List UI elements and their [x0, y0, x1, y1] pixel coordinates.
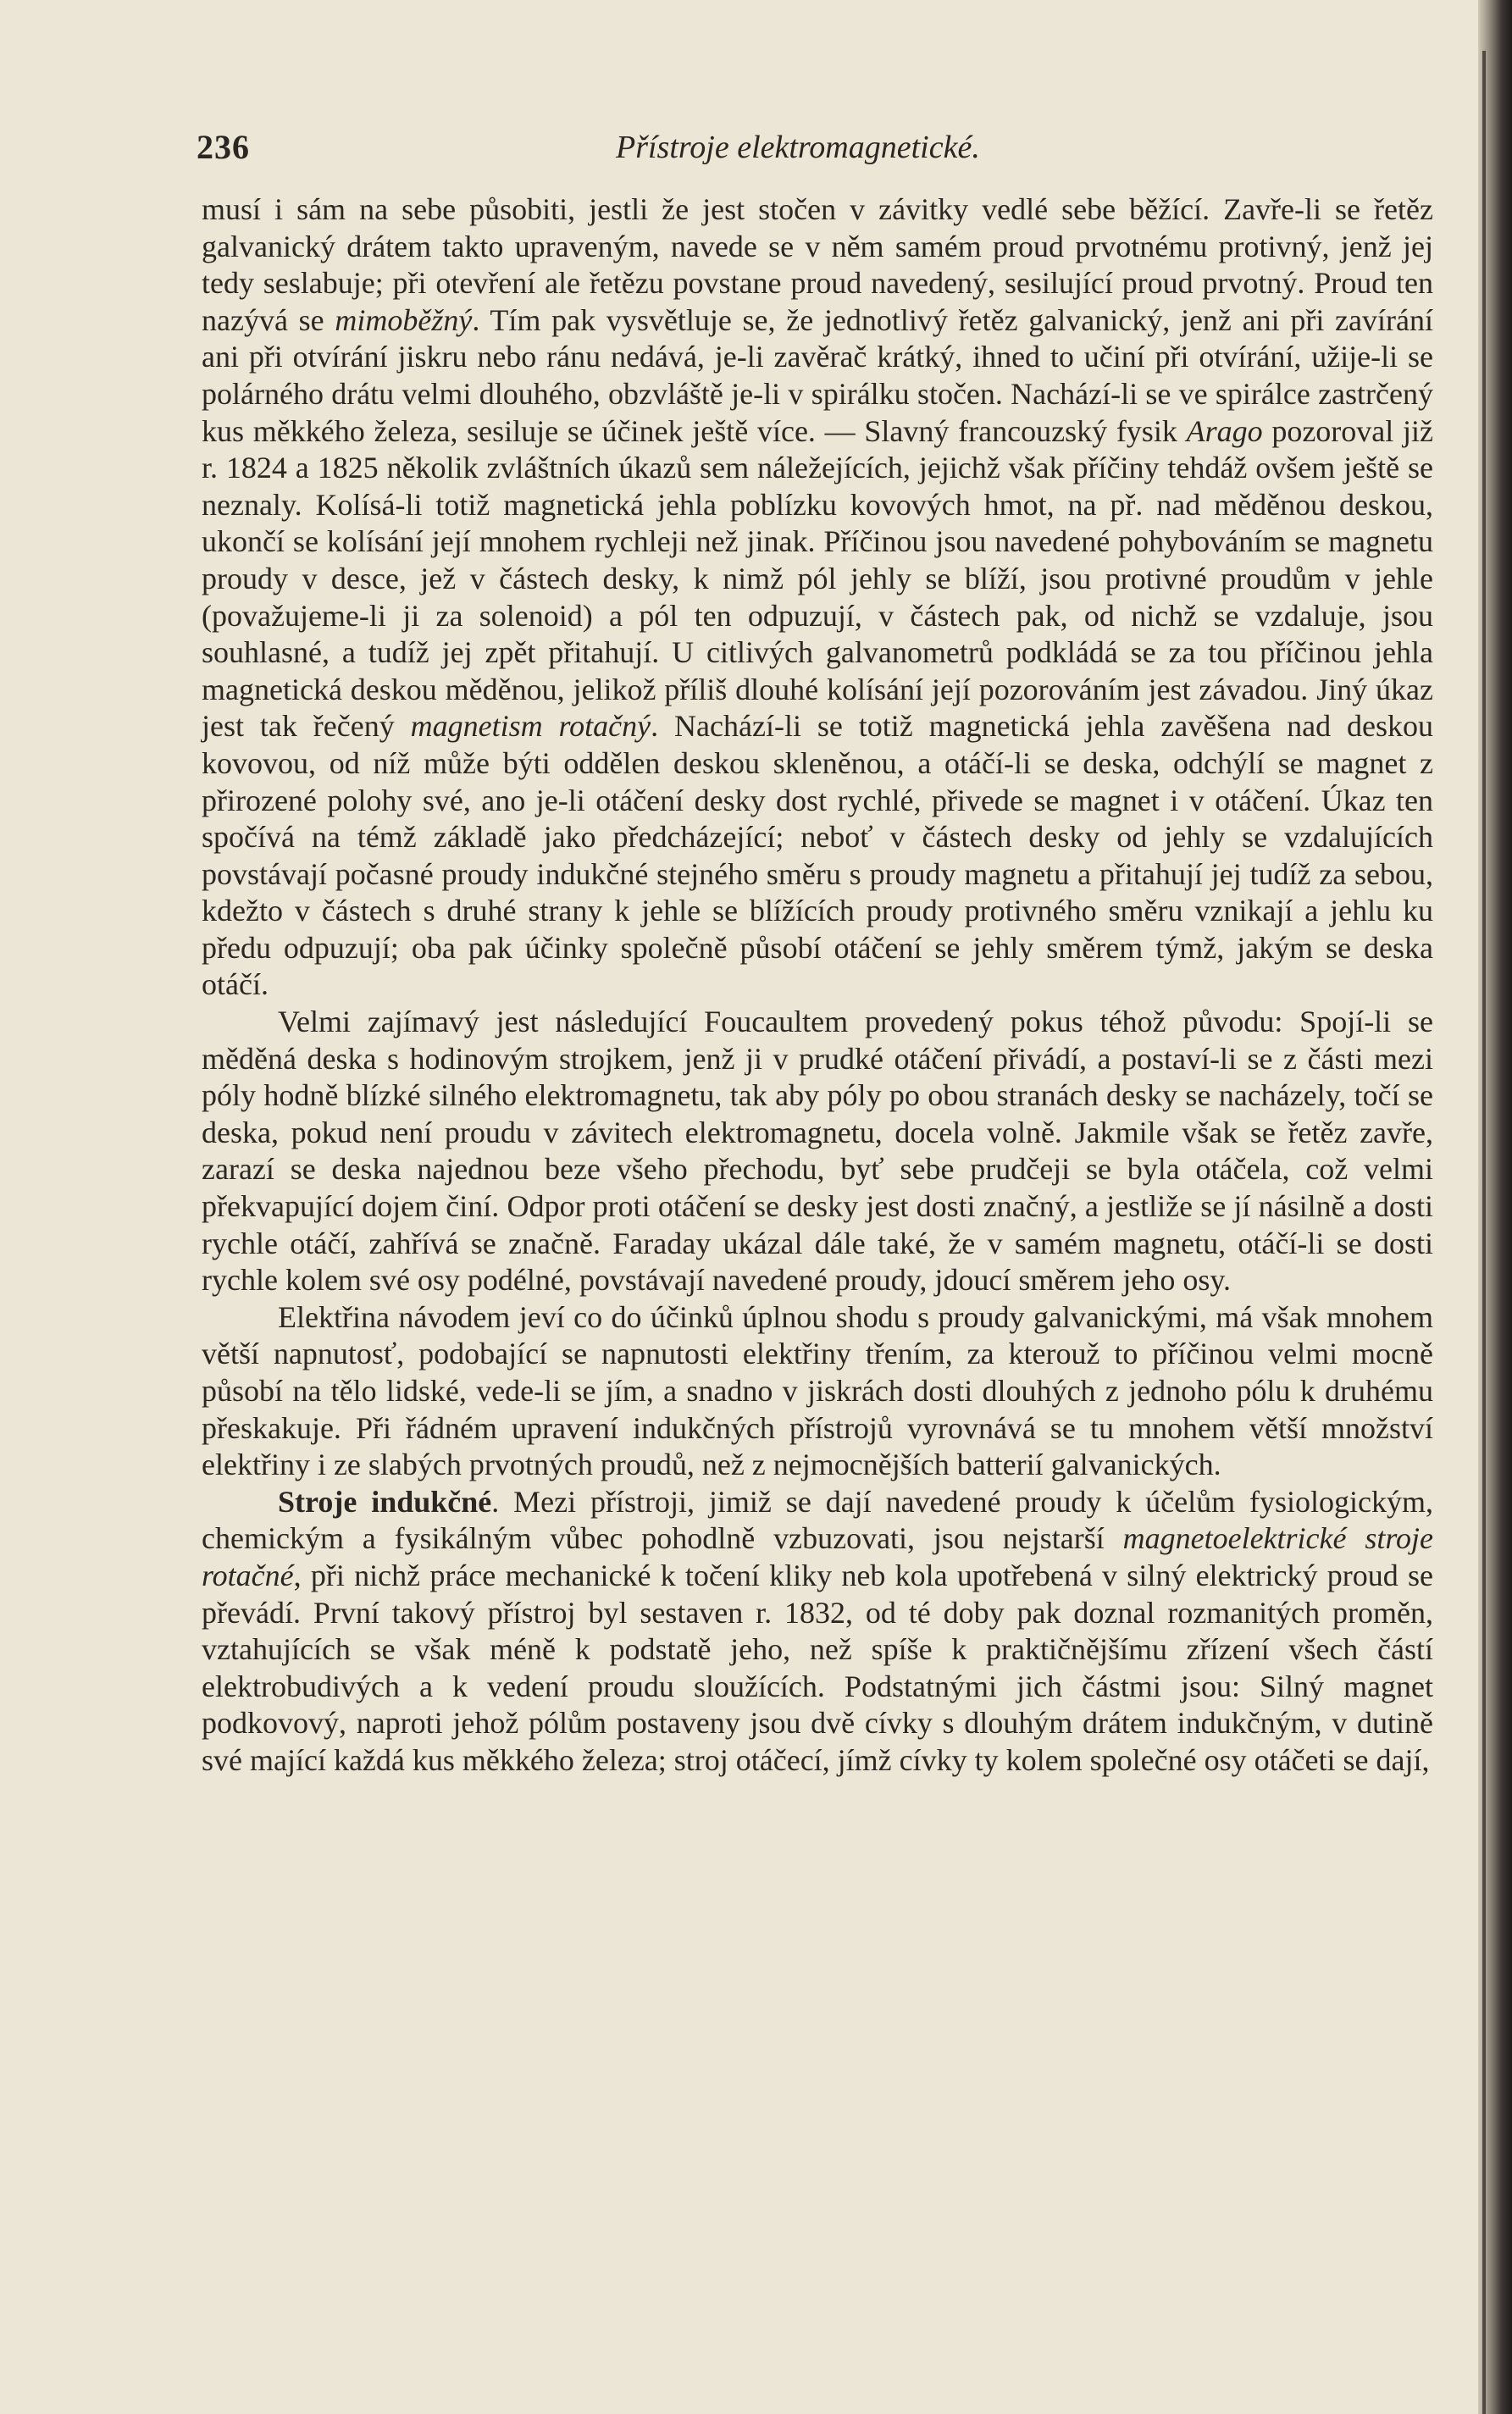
text-span: Elektřina návodem jeví co do účinků úplnou shodu s proudy galvanickými, má však mnohem větší napnutosť, podobající se napnutosti elektřiny třením, za kterouž to příčinou velmi mocně působí na tělo lidské, vede-li se jím, a snadno v jiskrách dosti dlouhých z jednoho pólu k druhému přeskakuje. Při řádném upravení indukčných přístrojů vyrovnává se tu mnohem větší množství elektřiny i ze slabých prvotných proudů, než z nejmocnějších batterií galvanických. — [202, 1299, 1433, 1482]
text-span: musí i sám na sebe působiti, jestli že jest stočen v závitky vedlé sebe běžící. Zavře-li se řetěz galvanický drátem takto upraveným, navede se v něm samém proud prvotnému protivný, jenž jej tedy seslabuje; při otevření ale řetězu povstane proud navedený, sesilující proud prvotný. Proud ten nazývá se — [202, 192, 1433, 337]
spine-edge-line — [1482, 51, 1486, 2414]
page-number: 236 — [197, 128, 250, 166]
text-span: , při nichž práce mechanické k točení kliky neb kola upotřebená v silný elektrický proud se převádí. První takový přístroj byl sestaven r. 1832, od té doby pak doznal rozmanitých proměn, vztahujících se však méně k podstatě jeho, než spíše k praktičnějšímu zřízení všech částí elektrobudivých a k vedení proudu sloužících. Podstatnými jich částmi jsou: Silný magnet podkovový, naproti jehož pólům postaveny jsou dvě cívky s dlouhým drátem indukčným, v dutině své mající každá kus měkkého železa; stroj otáčecí, jímž cívky ty kolem společné osy otáčeti se dají, — [202, 1558, 1433, 1777]
text-span: . Nachází-li se totiž magnetická jehla zavěšena nad deskou kovovou, od níž může býti oddělen deskou skleněnou, a otáčí-li se deska, odchýlí se magnet z přirozené polohy své, ano je-li otáčení desky dost rychlé, přivede se magnet i v otáčení. Úkaz ten spočívá na témž základě jako předcházející; neboť v částech desky od jehly se vzdalujících povstávají počasné proudy indukčné stejného směru s proudy magnetu a přitahují jej tudíž za sebou, kdežto v částech s druhé strany k jehle se blížících proudy protivného směru vznikají a jehlu ku předu odpuzují; oba pak účinky společně působí otáčení se jehly směrem týmž, jakým se deska otáčí. — [202, 709, 1433, 1002]
paragraph-3 — [202, 1299, 1433, 1484]
text-span: Velmi zajímavý jest následující Foucaultem provedený pokus téhož původu: Spojí-li se měděná deska s hodinovým strojkem, jenž ji v prudké otáčení přivádí, a postaví-li se z části mezi póly hodně blízké silného elektromagnetu, tak aby póly po obou stranách desky se nacházely, točí se deska, pokud není proudu v závitech elektromagnetu, docela volně. Jakmile však se řetěz zavře, zarazí se deska najednou beze všeho přechodu, byť sebe prudčeji se byla otáčela, což velmi překvapující dojem činí. Odpor proti otáčení se desky jest dosti značný, a jestliže se jí násilně a dosti rychle otáčí, zahřívá se značně. Faraday ukázal dále také, že v samém magnetu, otáčí-li se dosti rychle kolem své osy podélné, povstávají navedené proudy, jdoucí směrem jeho osy. — [202, 1005, 1433, 1298]
text-span: . Tím pak vysvětluje se, že jednotlivý řetěz galvanický, jenž ani při zavírání ani při otvírání jiskru nebo ránu nedává, je-li zavěrač krátký, ihned to učiní při otvírání, užije-li se polárného drátu velmi dlouhého, obzvláště je-li v spirálku stočen. Nachází-li se ve spirálce zastrčený kus měkkého železa, sesiluje se účinek ještě více. — Slavný francouzský fysik — [202, 302, 1433, 448]
running-head: Přístroje elektromagnetické. — [616, 130, 980, 165]
emphasis-term-magnetism-rotacny: magnetism rotačný — [410, 709, 651, 744]
paragraph-2 — [202, 1004, 1433, 1299]
section-heading-stroje-indukcne: Stroje indukčné — [278, 1484, 492, 1519]
paragraph-4 — [202, 1484, 1433, 1780]
emphasis-term-mimobezny: mimoběžný — [335, 302, 473, 337]
text-span: . Mezi přístroji, jimiž se dají navedené proudy k účelům fysiologickým, chemickým a fysikálným vůbec pohodlně vzbuzovati, jsou nejstarší — [202, 1484, 1433, 1556]
emphasis-term-stroje-rotacne: magnetoelektrické stroje rotačné — [202, 1521, 1433, 1592]
paragraph-1 — [202, 191, 1433, 1004]
page-header — [197, 127, 1437, 178]
body-text — [202, 191, 1433, 1780]
emphasis-name-arago: Arago — [1186, 413, 1263, 448]
text-span: pozoroval již r. 1824 a 1825 několik zvláštních úkazů sem náležejících, jejichž však příčiny tehdáž ovšem ještě se neznaly. Kolísá-li totiž magnetická jehla poblízku kovových hmot, na př. nad měděnou deskou, ukončí se kolísání její mnohem rychleji než jinak. Příčinou jsou navedené pohybováním se magnetu proudy v desce, jež v částech desky, k nimž pól jehly se blíží, jsou protivné proudům v jehle (považujeme-li ji za solenoid) a pól ten odpuzují, v částech pak, od nichž se vzdaluje, jsou souhlasné, a tudíž jej zpět přitahují. U citlivých galvanometrů podkládá se za tou příčinou jehla magnetická deskou měděnou, jelikož příliš dlouhé kolísání její pozorováním jest závadou. Jiný úkaz jest tak řečený — [202, 413, 1433, 744]
